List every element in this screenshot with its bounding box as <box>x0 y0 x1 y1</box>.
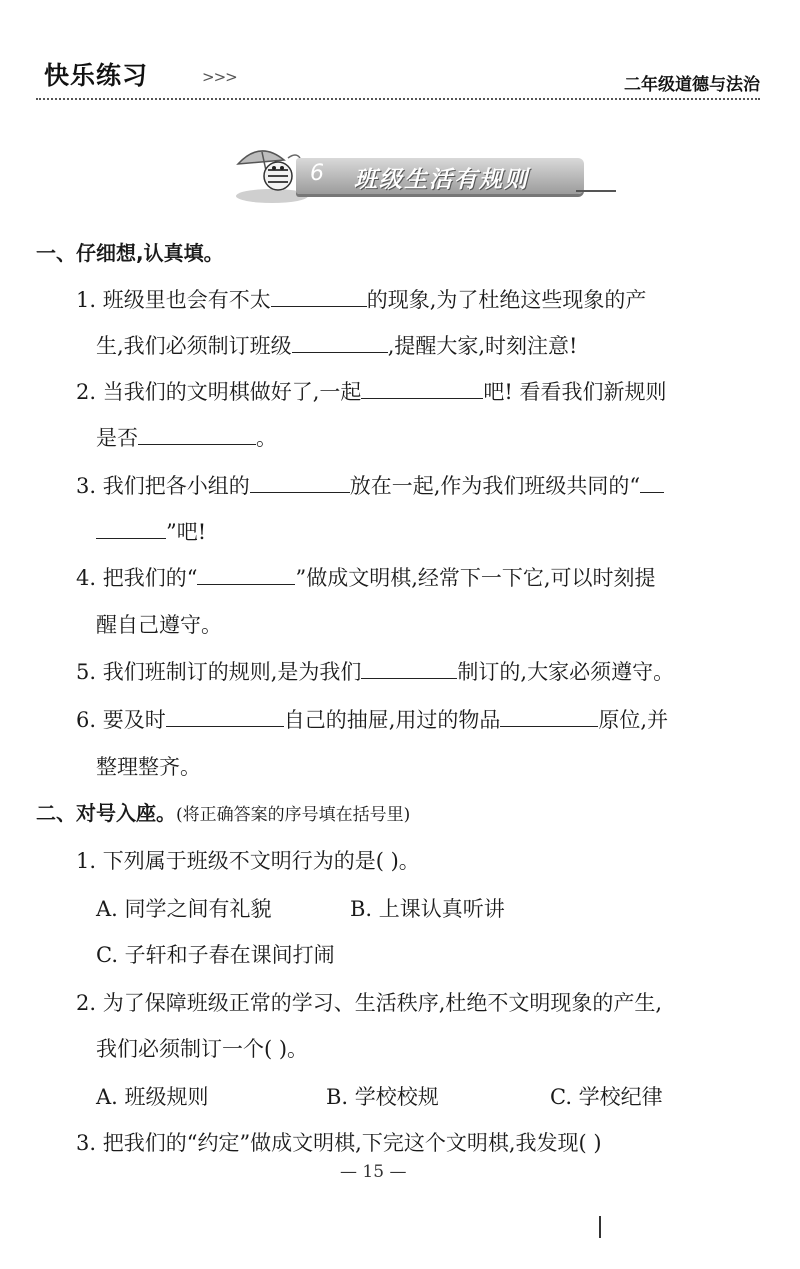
text: 3. 我们把各小组的 <box>76 474 250 498</box>
mc2-stem-line2: 我们必须制订一个( )。 <box>96 1037 309 1061</box>
text: 。 <box>256 426 277 450</box>
text: 4. 把我们的“ <box>76 566 198 590</box>
answer-blank[interactable] <box>361 656 457 679</box>
answer-blank[interactable] <box>271 284 367 307</box>
mc1-option-a[interactable]: A. 同学之间有礼貌 <box>96 897 272 921</box>
chevron-icon: >>> <box>202 68 237 86</box>
text: 原位,并 <box>598 708 669 732</box>
text: 制订的,大家必须遵守。 <box>457 660 675 684</box>
answer-blank[interactable] <box>250 470 350 493</box>
q3-line2 <box>96 516 206 547</box>
section2-instruction: (将正确答案的序号填在括号里) <box>176 805 411 825</box>
text: 6. 要及时 <box>76 708 166 732</box>
q3-line1 <box>76 470 664 501</box>
text: 1. 班级里也会有不太 <box>76 288 271 312</box>
mc1-option-c[interactable]: C. 子轩和子春在课间打闹 <box>96 943 335 967</box>
margin-mark <box>599 1216 601 1238</box>
q2-line2 <box>96 422 277 453</box>
section1-title: 一、仔细想,认真填。 <box>36 241 224 265</box>
mc2-option-a[interactable]: A. 班级规则 <box>96 1085 209 1109</box>
answer-blank[interactable] <box>138 422 256 445</box>
q5-line1 <box>76 656 674 687</box>
lesson-banner <box>232 140 592 204</box>
text: ,提醒大家,时刻注意! <box>387 334 578 358</box>
q2-line1 <box>76 376 667 407</box>
text: 5. 我们班制订的规则,是为我们 <box>76 660 362 684</box>
answer-blank[interactable] <box>166 704 284 727</box>
text: 2. 当我们的文明棋做好了,一起 <box>76 380 362 404</box>
answer-blank[interactable] <box>361 376 483 399</box>
answer-blank[interactable] <box>640 470 664 493</box>
section2-heading <box>36 798 410 830</box>
lesson-title: 班级生活有规则 <box>354 167 529 193</box>
q6-line1 <box>76 704 668 735</box>
page-header <box>36 52 760 100</box>
mc1-option-b[interactable]: B. 上课认真听讲 <box>350 897 505 921</box>
answer-blank[interactable] <box>96 516 166 539</box>
text: 自己的抽屉,用过的物品 <box>283 708 501 732</box>
answer-blank[interactable] <box>500 704 598 727</box>
answer-blank[interactable] <box>197 562 295 585</box>
ribbon-divider <box>576 190 616 192</box>
text: ”做成文明棋,经常下一下它,可以时刻提 <box>295 566 656 590</box>
text: 的现象,为了杜绝这些现象的产 <box>366 288 647 312</box>
text: 放在一起,作为我们班级共同的“ <box>349 474 641 498</box>
mc2-option-b[interactable]: B. 学校校规 <box>326 1085 439 1109</box>
text: 生,我们必须制订班级 <box>96 334 292 358</box>
mc2-stem: 2. 为了保障班级正常的学习、生活秩序,杜绝不文明现象的产生, <box>76 991 663 1015</box>
page-number: — 15 — <box>340 1162 407 1182</box>
section2-title: 二、对号入座。 <box>36 801 176 825</box>
lesson-ribbon <box>296 158 584 194</box>
lesson-number: 6 <box>310 161 324 186</box>
mc1-stem: 1. 下列属于班级不文明行为的是( )。 <box>76 849 420 873</box>
q1-line2 <box>96 330 577 361</box>
text: 吧! 看看我们新规则 <box>483 380 667 404</box>
text: 是否 <box>96 426 138 450</box>
q6-line2: 整理整齐。 <box>96 755 201 779</box>
mc3-stem: 3. 把我们的“约定”做成文明棋,下完这个文明棋,我发现( ) <box>76 1131 602 1155</box>
q4-line2: 醒自己遵守。 <box>96 613 222 637</box>
text: ”吧! <box>166 520 207 544</box>
brand-title: 快乐练习 <box>44 61 149 90</box>
subject-label: 二年级道德与法治 <box>624 75 760 95</box>
q4-line1 <box>76 562 656 593</box>
mc2-option-c[interactable]: C. 学校纪律 <box>550 1085 663 1109</box>
answer-blank[interactable] <box>292 330 388 353</box>
q1-line1 <box>76 284 646 315</box>
